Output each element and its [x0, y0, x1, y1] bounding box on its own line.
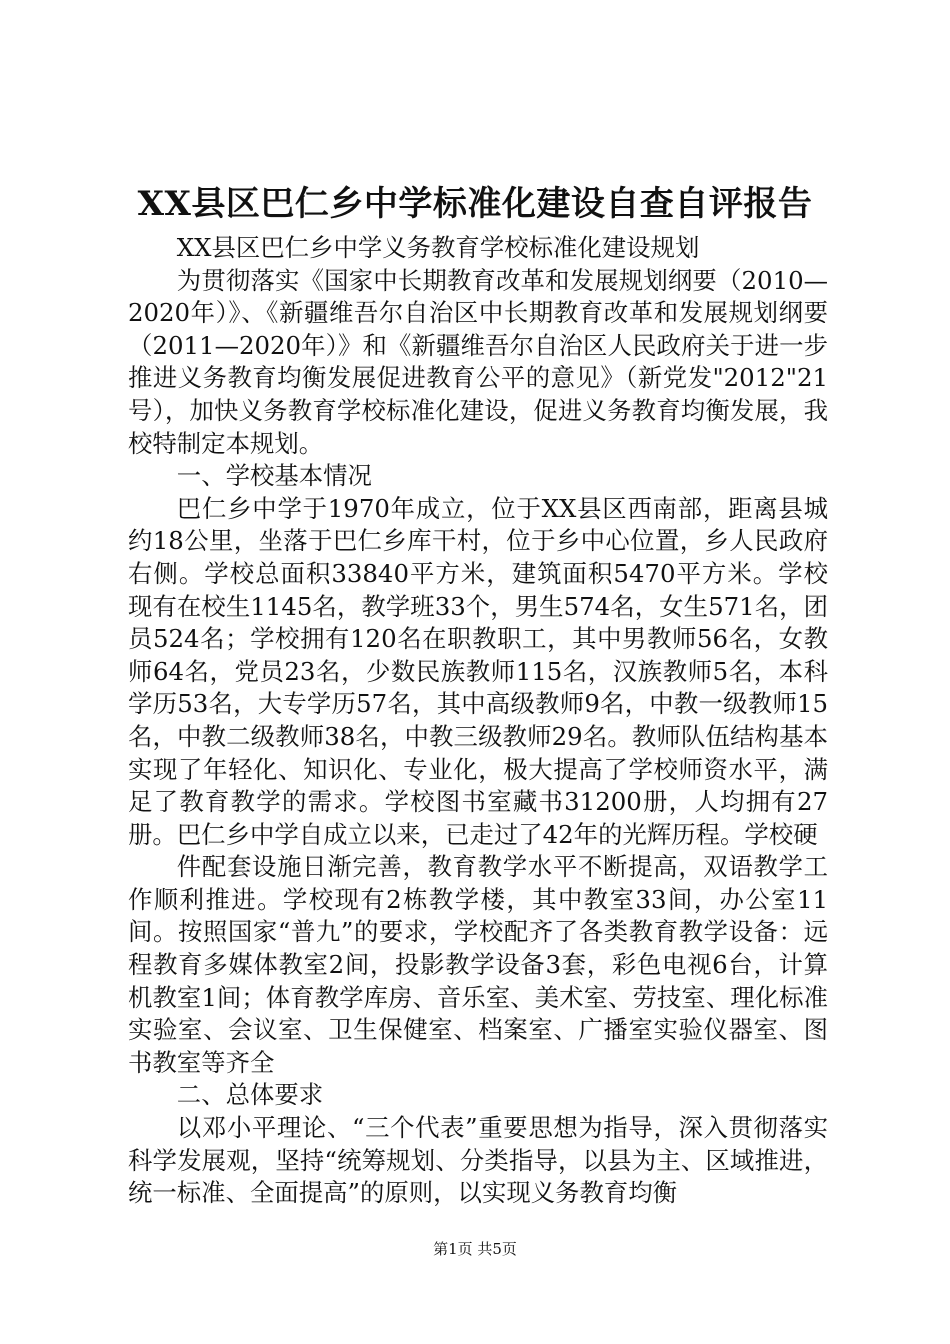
paragraph-intro: 为贯彻落实《国家中长期教育改革和发展规划纲要（2010—2020年）》、《新疆维吾尔自治区中长期教育改革和发展规划纲要（2011—2020年）》和《新疆维吾尔自治区人民政府关于进一步推进义务教育均衡发展促进教育公平的意见》（新党发"2012"21号），加快义务教育学校标准化建设，促进义务教育均衡发展，我校特制定本规划。	[128, 265, 828, 458]
paragraph-school-info: 巴仁乡中学于1970年成立，位于XX县区西南部，距离县城约18公里，坐落于巴仁乡库干村，位于乡中心位置，乡人民政府右侧。学校总面积33840平方米，建筑面积5470平方米。学校现有在校生1145名，教学班33个，男生574名，女生571名，团员524名；学校拥有120名在职教职工，其中男教师56名，女教师64名，党员23名，少数民族教师115名，汉族教师5名，本科学历53名，大专学历57名，其中高级教师9名，中教一级教师15名，中教二级教师38名，中教三级教师29名。教师队伍结构基本实现了年轻化、知识化、专业化，极大提高了学校师资水平，满足了教育教学的需求。学校图书室藏书31200册，人均拥有27册。巴仁乡中学自成立以来，已走过了42年的光辉历程。学校硬	[128, 493, 828, 849]
document-body	[128, 232, 828, 1210]
page-footer: 第1页 共5页	[433, 1240, 517, 1258]
section-heading-2: 二、总体要求	[176, 1080, 324, 1110]
paragraph-requirements: 以邓小平理论、“三个代表”重要思想为指导，深入贯彻落实科学发展观，坚持“统筹规划、分类指导，以县为主、区域推进，统一标准、全面提高”的原则，以实现义务教育均衡	[128, 1113, 828, 1208]
document-title: XX县区巴仁乡中学标准化建设自查自评报告	[137, 184, 813, 224]
paragraph-facilities: 件配套设施日渐完善，教育教学水平不断提高，双语教学工作顺利推进。学校现有2栋教学楼，其中教室33间，办公室11间。按照国家“普九”的要求，学校配齐了各类教育教学设备：远程教育多媒体教室2间，投影教学设备3套，彩色电视6台，计算机教室1间；体育教学库房、音乐室、美术室、劳技室、理化标准实验室、会议室、卫生保健室、档案室、广播室实验仪器室、图书教室等齐全	[128, 852, 828, 1077]
paragraph-subtitle: XX县区巴仁乡中学义务教育学校标准化建设规划	[176, 233, 700, 262]
section-heading-1: 一、学校基本情况	[176, 461, 372, 491]
